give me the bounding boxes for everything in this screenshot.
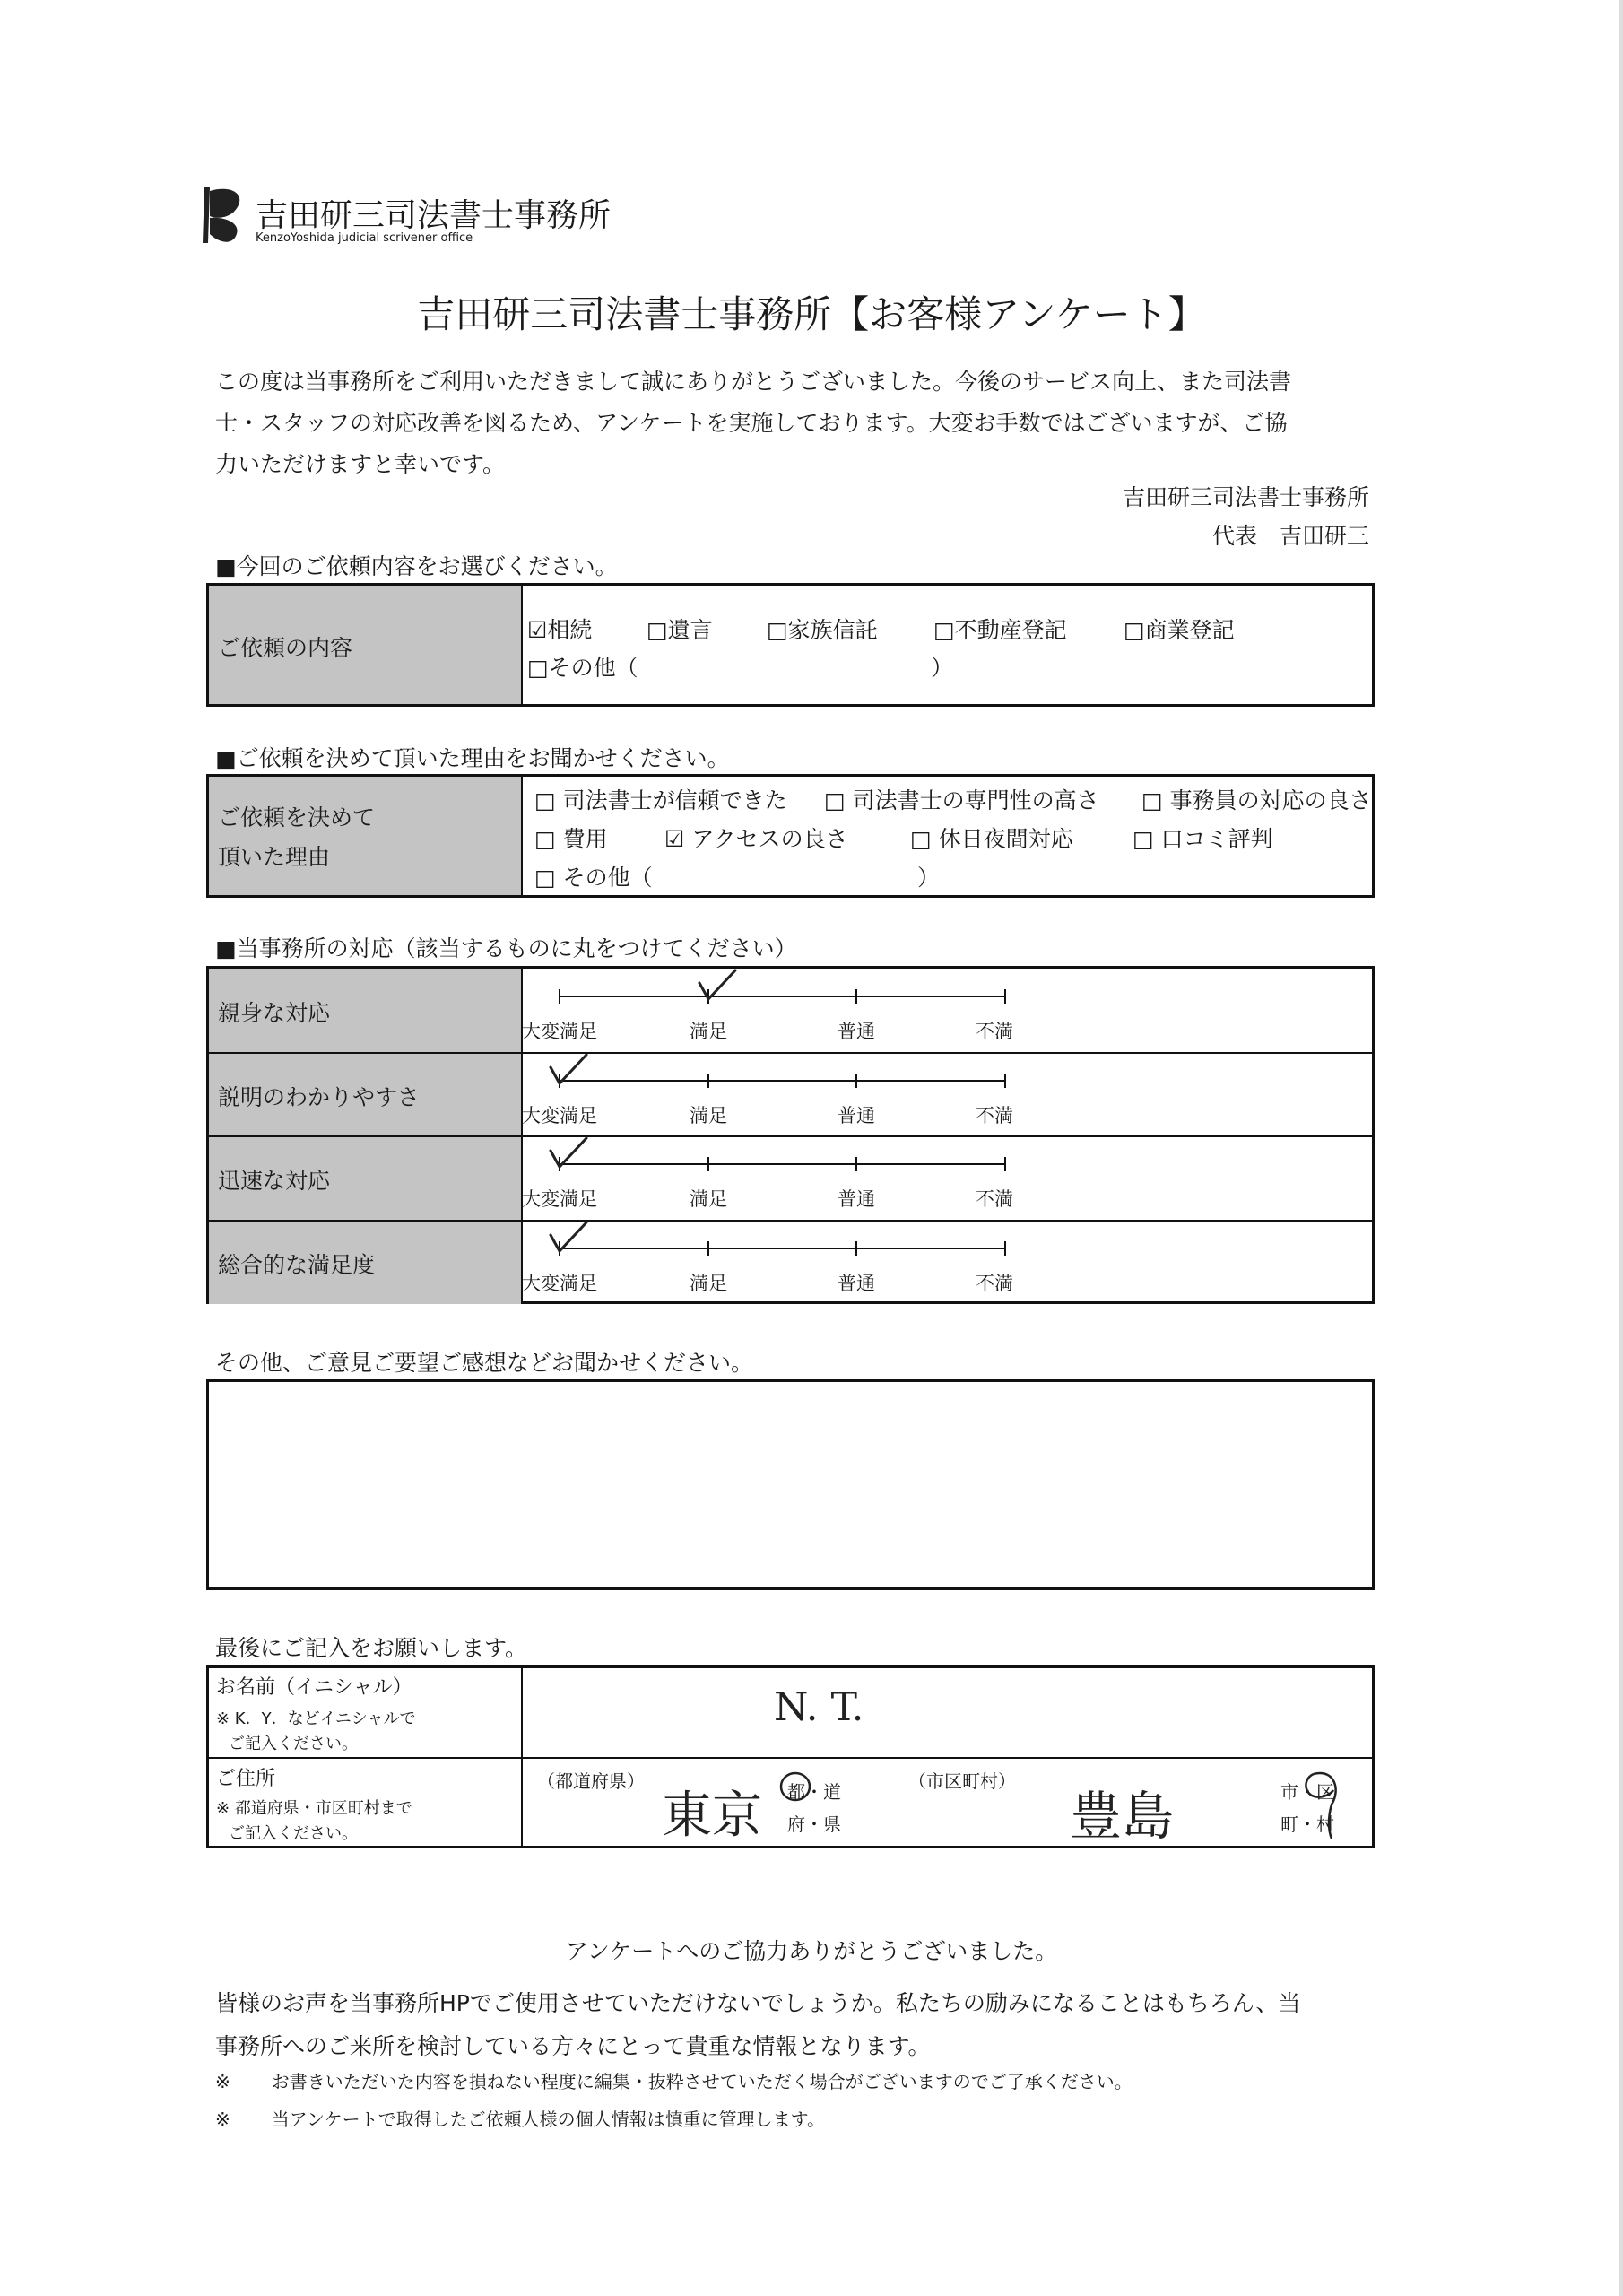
request-type-label: ご依頼の内容 xyxy=(218,635,353,661)
rating-scale-label: 大変満足 xyxy=(522,1021,597,1042)
rating-label-cell xyxy=(209,1136,523,1221)
rating-tick[interactable] xyxy=(559,989,560,1004)
name-note1: ※ K．Y．などイニシャルで xyxy=(216,1709,416,1728)
note-item xyxy=(215,2100,1133,2138)
intro-text xyxy=(215,361,1291,485)
section4-heading: その他、ご意見ご要望ご感想などお聞かせください。 xyxy=(215,1350,754,1376)
rating-scale-label: 普通 xyxy=(838,1188,875,1210)
name-note2: ご記入ください。 xyxy=(229,1735,358,1753)
thanks-text: アンケートへのご協力ありがとうございました。 xyxy=(565,1938,1058,1964)
signature-office: 吉田研三司法書士事務所 xyxy=(1122,484,1369,510)
rating-scale-label: 大変満足 xyxy=(522,1272,597,1294)
reason-trust[interactable]: □ 司法書士が信頼できた xyxy=(534,787,787,813)
rating-scale-label: 普通 xyxy=(838,1021,875,1042)
rating-scale-line xyxy=(560,996,1005,997)
comment-box[interactable] xyxy=(206,1379,1375,1590)
reason-staff[interactable]: □ 事務員の対応の良さ xyxy=(1141,787,1372,813)
rating-check-mark-icon xyxy=(547,1135,592,1174)
page-title: 吉田研三司法書士事務所【お客様アンケート】 xyxy=(417,292,1206,336)
reason-label-line1: ご依頼を決めて xyxy=(218,804,376,831)
reason-reviews[interactable]: □ 口コミ評判 xyxy=(1133,826,1273,852)
rating-scale-label: 満足 xyxy=(690,1104,727,1126)
option-fudousan-touki[interactable]: □不動産登記 xyxy=(933,617,1067,643)
rating-tick[interactable] xyxy=(707,1241,709,1256)
rating-tick[interactable] xyxy=(707,1157,709,1171)
reason-access[interactable]: ☑ アクセスの良さ xyxy=(664,826,848,852)
option-other[interactable]: □その他（ xyxy=(527,655,638,681)
note-text: 当アンケートで取得したご依頼人様の個人情報は慎重に管理します。 xyxy=(271,2109,825,2130)
prefecture-circle-mark xyxy=(778,1770,812,1804)
intro-line: 士・スタッフの対応改善を図るため、アンケートを実施しております。大変お手数ではございますが、ご協 xyxy=(215,410,1288,436)
rating-scale-label: 不満 xyxy=(976,1104,1013,1126)
note-text: お書きいただいた内容を損ねない程度に編集・抜粋させていただく場合がございますのでご了承ください。 xyxy=(271,2071,1133,2092)
rating-tick[interactable] xyxy=(855,1241,857,1256)
city-value[interactable]: 豊島 xyxy=(1070,1786,1175,1847)
note-mark: ※ xyxy=(215,2071,230,2092)
reason-other[interactable]: □ その他（ xyxy=(534,865,653,891)
rating-scale-label: 不満 xyxy=(976,1021,1013,1042)
intro-line: 力いただけますと幸いです。 xyxy=(215,451,506,477)
reason-holiday[interactable]: □ 休日夜間対応 xyxy=(910,826,1073,852)
prefecture-suffix1: 都・道 xyxy=(787,1781,841,1803)
section5-heading: 最後にご記入をお願いします。 xyxy=(215,1635,528,1661)
prefecture-value[interactable]: 東京 xyxy=(662,1787,762,1845)
rating-row-divider xyxy=(209,1220,1372,1222)
notes xyxy=(215,2063,1133,2138)
rating-label: 総合的な満足度 xyxy=(218,1251,376,1278)
rating-tick[interactable] xyxy=(855,1074,857,1088)
rating-label-cell xyxy=(209,1221,523,1305)
city-suffix1: 市・区 xyxy=(1280,1781,1334,1803)
reason-other-close: ） xyxy=(917,865,941,891)
address-note1: ※ 都道府県・市区町村まで xyxy=(216,1799,412,1818)
logo-subname: KenzoYoshida judicial scrivener office xyxy=(256,231,473,245)
name-label: お名前（イニシャル） xyxy=(216,1676,412,1699)
option-other-close: ） xyxy=(931,655,954,681)
address-note2: ご記入ください。 xyxy=(229,1824,358,1843)
rating-label-cell xyxy=(209,1053,523,1137)
reason-table xyxy=(206,774,1375,898)
rating-scale-line xyxy=(560,1163,1005,1165)
rating-tick[interactable] xyxy=(1004,989,1006,1004)
rating-scale-label: 満足 xyxy=(690,1188,727,1210)
city-circle-mark xyxy=(1296,1763,1342,1844)
rating-scale-label: 普通 xyxy=(838,1272,875,1294)
rating-scale-label: 不満 xyxy=(976,1272,1013,1294)
rating-check-mark-icon xyxy=(547,1051,592,1091)
prefecture-label: （都道府県） xyxy=(537,1770,645,1792)
rating-scale-label: 普通 xyxy=(838,1104,875,1126)
reason-expertise[interactable]: □ 司法書士の専門性の高さ xyxy=(824,787,1099,813)
address-label: ご住所 xyxy=(216,1768,276,1790)
request-type-label-cell xyxy=(209,586,523,704)
rating-label-cell xyxy=(209,969,523,1053)
reason-cost[interactable]: □ 費用 xyxy=(534,826,608,852)
intro-line: この度は当事務所をご利用いただきまして誠にありがとうございました。今後のサービス向上、また司法書 xyxy=(215,369,1292,395)
section2-heading: ■ご依頼を決めて頂いた理由をお聞かせください。 xyxy=(215,745,730,771)
logo-name: 吉田研三司法書士事務所 xyxy=(256,197,612,234)
rating-scale-label: 不満 xyxy=(976,1188,1013,1210)
section3-heading: ■当事務所の対応（該当するものに丸をつけてください） xyxy=(215,935,797,961)
closing-line: 皆様のお声を当事務所HPでご使用させていただけないでしょうか。私たちの励みになることはもちろん、当 xyxy=(215,1990,1301,2016)
rating-label: 親身な対応 xyxy=(218,1000,331,1026)
reason-label-cell xyxy=(209,777,523,895)
info-divider xyxy=(209,1757,1372,1759)
option-souzoku[interactable]: ☑相続 xyxy=(527,617,593,643)
signature-rep: 代表 吉田研三 xyxy=(1211,523,1369,549)
city-label: （市区町村） xyxy=(908,1770,1016,1792)
rating-tick[interactable] xyxy=(707,1074,709,1088)
rating-scale-label: 大変満足 xyxy=(522,1188,597,1210)
rating-tick[interactable] xyxy=(1004,1157,1006,1171)
info-table xyxy=(206,1665,1375,1848)
closing-line: 事務所へのご来所を検討している方々にとって貴重な情報となります。 xyxy=(215,2033,931,2059)
rating-tick[interactable] xyxy=(1004,1074,1006,1088)
rating-row-divider xyxy=(209,1135,1372,1137)
closing-text xyxy=(215,1982,1300,2068)
reason-label-line2: 頂いた理由 xyxy=(218,844,331,870)
name-value[interactable]: N. T. xyxy=(774,1684,864,1730)
note-item xyxy=(215,2063,1133,2100)
rating-check-mark-icon xyxy=(547,1219,592,1258)
option-shougyou-touki[interactable]: □商業登記 xyxy=(1124,617,1235,643)
rating-tick[interactable] xyxy=(855,1157,857,1171)
city-suffix2: 町・村 xyxy=(1280,1813,1334,1835)
rating-row-divider xyxy=(209,1052,1372,1054)
option-kazoku-shintaku[interactable]: □家族信託 xyxy=(767,617,878,643)
rating-check-mark-icon xyxy=(696,967,741,1006)
rating-tick[interactable] xyxy=(1004,1241,1006,1256)
section1-heading: ■今回のご依頼内容をお選びください。 xyxy=(215,553,618,579)
note-mark: ※ xyxy=(215,2109,230,2130)
rating-label: 説明のわかりやすさ xyxy=(218,1083,421,1110)
rating-scale-label: 満足 xyxy=(690,1021,727,1042)
rating-scale-label: 大変満足 xyxy=(522,1104,597,1126)
request-type-table xyxy=(206,583,1375,707)
rating-scale-label: 満足 xyxy=(690,1272,727,1294)
rating-tick[interactable] xyxy=(855,989,857,1004)
rating-table xyxy=(206,966,1375,1304)
butterfly-logo-icon xyxy=(197,184,251,248)
rating-scale-line xyxy=(560,1248,1005,1249)
rating-scale-line xyxy=(560,1080,1005,1082)
rating-label: 迅速な対応 xyxy=(218,1168,331,1194)
prefecture-suffix2: 府・県 xyxy=(787,1813,841,1835)
option-yuigon[interactable]: □遺言 xyxy=(647,617,713,643)
